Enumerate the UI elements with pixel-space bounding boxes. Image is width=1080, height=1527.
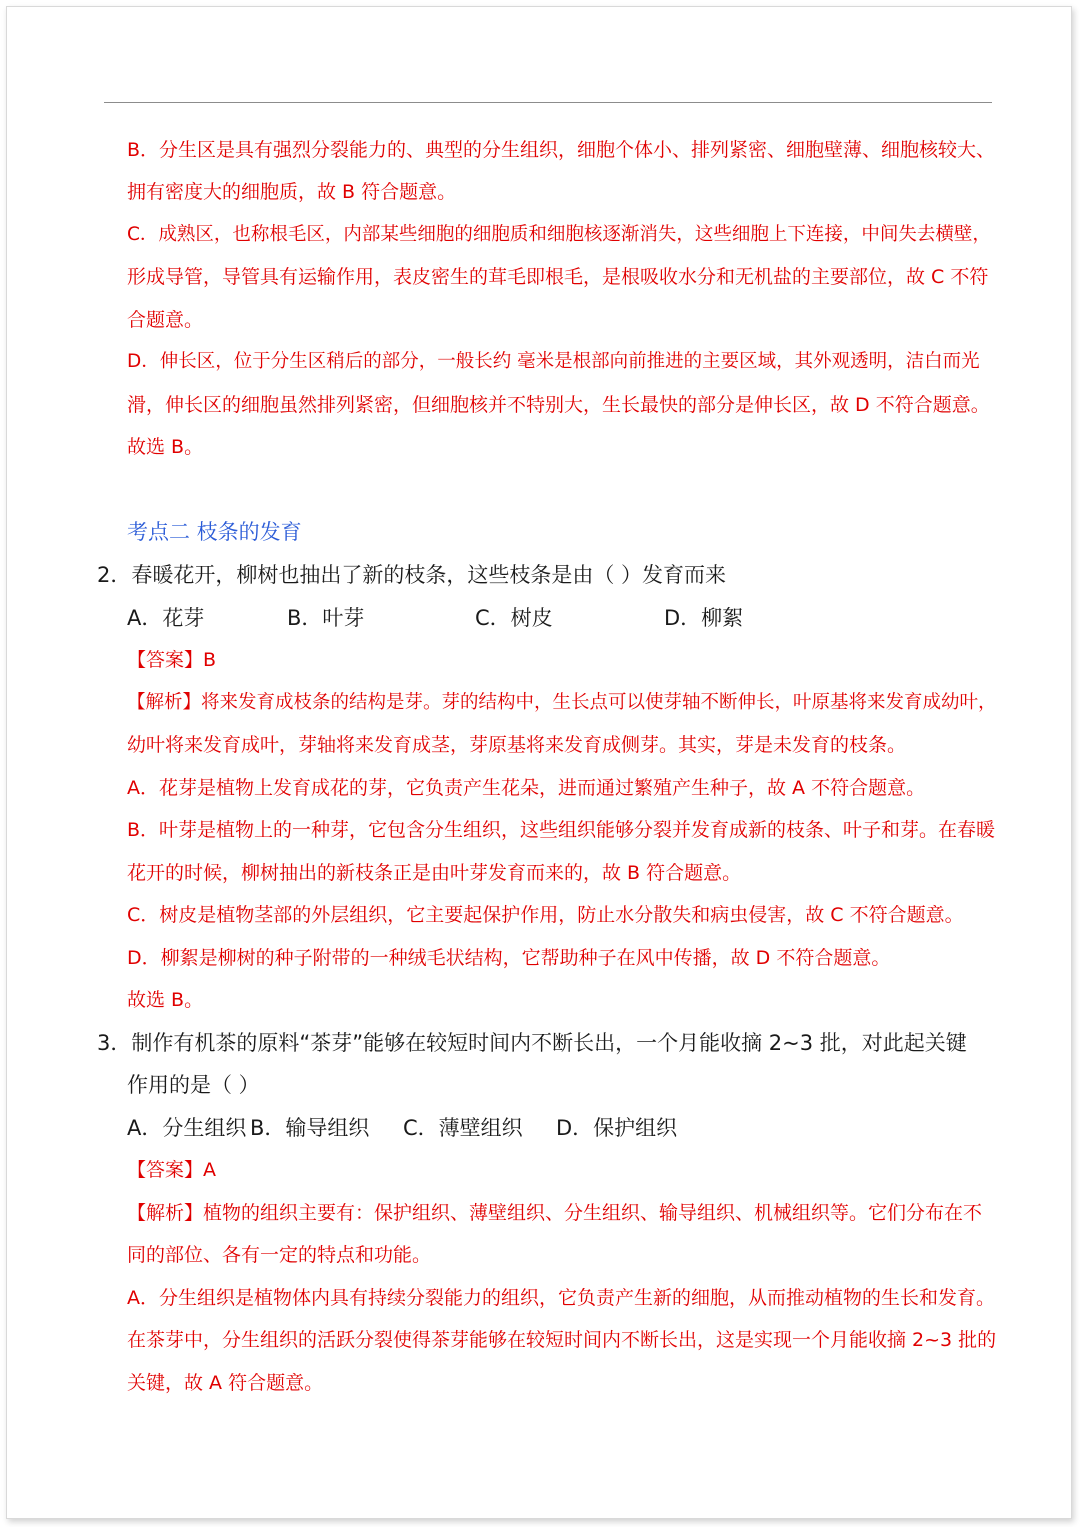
q2-explanation-d: D．柳絮是柳树的种子附带的一种绒毛状结构，它帮助种子在风中传播，故 D 不符合题意。 <box>127 947 891 969</box>
q3-explanation-a-line1: A．分生组织是植物体内具有持续分裂能力的组织，它负责产生新的细胞，从而推动植物的生长和发育。 <box>127 1287 996 1309</box>
q3-stem-line2: 作用的是（ ） <box>127 1073 260 1097</box>
q3-analysis-line1: 【解析】植物的组织主要有：保护组织、薄壁组织、分生组织、输导组织、机械组织等。它们分布在不 <box>127 1202 983 1224</box>
q3-explanation-a-line2: 在茶芽中，分生组织的活跃分裂使得茶芽能够在较短时间内不断长出，这是实现一个月能收摘 2~3 批的 <box>127 1329 997 1351</box>
q1-explanation-d-line2: 滑，伸长区的细胞虽然排列紧密，但细胞核并不特别大，生长最快的部分是伸长区，故 D 不符合题意。 <box>127 394 990 416</box>
section-title: 考点二 枝条的发育 <box>127 520 302 544</box>
q2-explanation-a: A．花芽是植物上发育成花的芽，它负责产生花朵，进而通过繁殖产生种子，故 A 不符合题意。 <box>127 777 926 799</box>
q1-explanation-b-line2: 拥有密度大的细胞质，故 B 符合题意。 <box>127 181 457 203</box>
q1-explanation-c-line2: 形成导管，导管具有运输作用，表皮密生的茸毛即根毛，是根吸收水分和无机盐的主要部位，故 C 不符 <box>127 266 989 288</box>
q2-analysis-line2: 幼叶将来发育成叶，芽轴将来发育成茎，芽原基将来发育成侧芽。其实，芽是未发育的枝条。 <box>127 734 907 756</box>
q2-option-d: D．柳絮 <box>664 606 744 630</box>
q2-stem: 2．春暖花开，柳树也抽出了新的枝条，这些枝条是由（ ）发育而来 <box>97 563 727 587</box>
q2-answer: 【答案】B <box>127 649 217 671</box>
q3-option-d: D．保护组织 <box>556 1116 678 1140</box>
q2-analysis-line1: 【解析】将来发育成枝条的结构是芽。芽的结构中，生长点可以使芽轴不断伸长，叶原基将来发育成幼叶， <box>127 692 997 713</box>
q3-stem-line1: 3．制作有机茶的原料“茶芽”能够在较短时间内不断长出，一个月能收摘 2~3 批，对此起关键 <box>97 1031 967 1055</box>
q2-option-c: C．树皮 <box>475 606 553 630</box>
q3-explanation-a-line3: 关键，故 A 符合题意。 <box>127 1372 324 1394</box>
q1-explanation-d-line1: D．伸长区，位于分生区稍后的部分，一般长约 毫米是根部向前推进的主要区域，其外观透明，洁白而光 <box>127 351 980 372</box>
q2-explanation-c: C．树皮是植物茎部的外层组织，它主要起保护作用，防止水分散失和病虫侵害，故 C 不符合题意。 <box>127 904 964 926</box>
q2-option-a: A．花芽 <box>127 606 205 630</box>
q2-option-b: B．叶芽 <box>287 606 365 630</box>
q1-explanation-c-line3: 合题意。 <box>127 309 204 331</box>
q3-option-b: B．输导组织 <box>250 1116 370 1140</box>
q1-explanation-b-line1: B．分生区是具有强烈分裂能力的、典型的分生组织，细胞个体小、排列紧密、细胞壁薄、细胞核较大、 <box>127 139 996 161</box>
q2-explanation-b-line1: B．叶芽是植物上的一种芽，它包含分生组织，这些组织能够分裂并发育成新的枝条、叶子和芽。在春暖 <box>127 819 996 841</box>
q3-analysis-line2: 同的部位、各有一定的特点和功能。 <box>127 1244 432 1266</box>
q1-explanation-c-line1: C．成熟区，也称根毛区，内部某些细胞的细胞质和细胞核逐渐消失，这些细胞上下连接，中间失去横壁， <box>127 224 991 245</box>
q3-option-c: C．薄壁组织 <box>403 1116 523 1140</box>
q2-conclusion: 故选 B。 <box>127 989 204 1011</box>
q3-answer: 【答案】A <box>127 1159 216 1181</box>
q3-option-a: A．分生组织 <box>127 1116 247 1140</box>
header-rule <box>104 102 992 103</box>
q2-explanation-b-line2: 花开的时候，柳树抽出的新枝条正是由叶芽发育而来的，故 B 符合题意。 <box>127 862 742 884</box>
q1-conclusion: 故选 B。 <box>127 436 204 458</box>
